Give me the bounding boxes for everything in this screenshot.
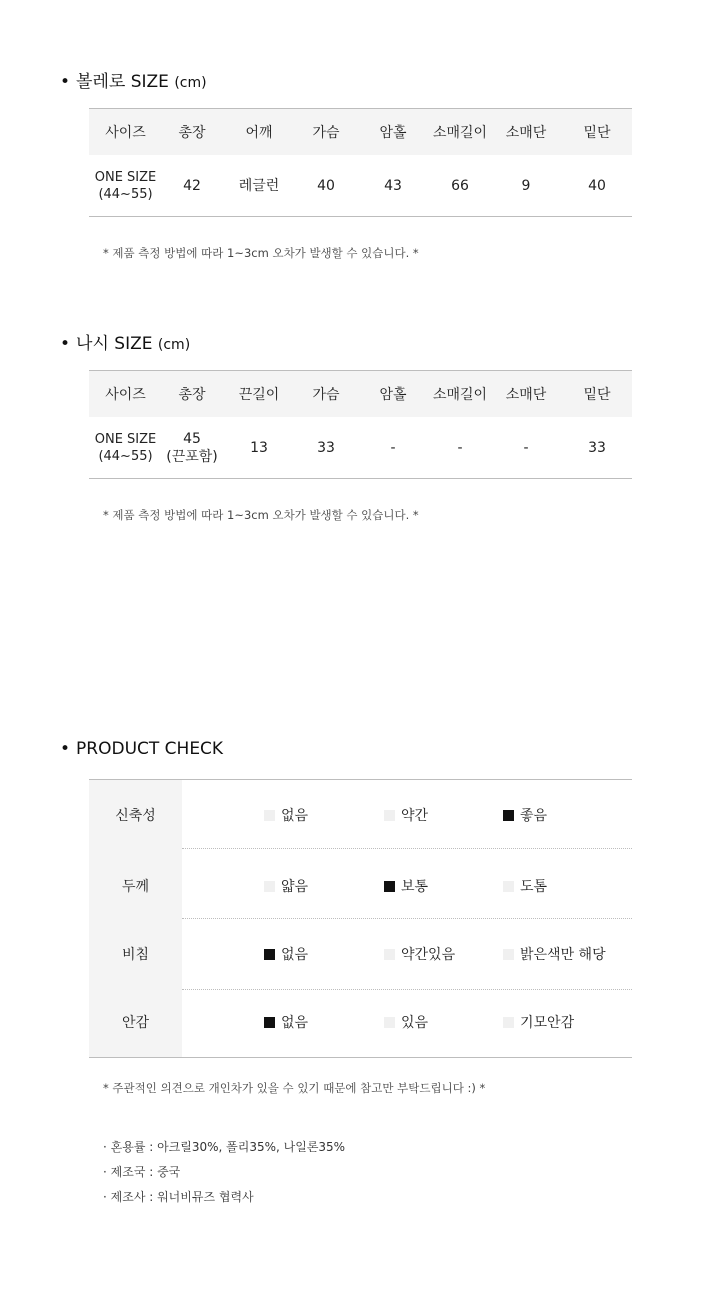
table-header-row <box>89 371 632 418</box>
size-cell <box>89 417 162 479</box>
length-value: 45 <box>183 430 201 447</box>
title-bullet: • <box>60 72 71 92</box>
header-cell: 밑단 <box>562 109 632 156</box>
header-cell: 총장 <box>162 109 222 156</box>
option-item <box>264 944 308 964</box>
checkbox-icon <box>503 949 514 960</box>
option-label: 보통 <box>401 879 429 895</box>
size-cell <box>89 155 162 217</box>
value-cell: 33 <box>296 417 356 479</box>
nasi-size-title <box>60 329 190 354</box>
option-item <box>384 805 428 825</box>
nasi-size-table <box>89 370 632 479</box>
checkbox-icon <box>264 881 275 892</box>
header-cell: 가슴 <box>296 109 356 156</box>
value-cell: 42 <box>162 155 222 217</box>
value-cell: - <box>356 417 430 479</box>
checked-box-icon <box>264 949 275 960</box>
header-cell: 소매단 <box>490 109 562 156</box>
bolero-title-text: 볼레로 SIZE <box>76 72 169 92</box>
checkbox-icon <box>384 810 395 821</box>
option-item <box>503 805 547 825</box>
length-cell <box>162 417 222 479</box>
row-label: 두께 <box>121 879 150 895</box>
title-bullet: • <box>60 739 71 759</box>
header-cell: 사이즈 <box>89 109 162 156</box>
header-cell: 끈길이 <box>222 371 296 418</box>
size-range: (44~55) <box>98 448 153 464</box>
checkbox-icon <box>264 810 275 821</box>
product-check-table <box>89 779 632 1058</box>
subjective-note: * 주관적인 의견으로 개인차가 있을 수 있기 때문에 참고만 부탁드립니다 :) * <box>103 1081 486 1095</box>
value-cell: 43 <box>356 155 430 217</box>
value-cell: 9 <box>490 155 562 217</box>
option-item <box>384 1012 428 1032</box>
option-item <box>503 876 547 896</box>
row-label: 안감 <box>121 1015 150 1031</box>
option-label: 약간 <box>401 808 429 824</box>
checked-box-icon <box>264 1017 275 1028</box>
size-name: ONE SIZE <box>94 169 157 185</box>
option-label: 도톰 <box>520 879 548 895</box>
option-label: 얇음 <box>281 879 309 895</box>
size-name: ONE SIZE <box>94 431 157 447</box>
row-label: 신축성 <box>115 808 156 824</box>
value-cell: 40 <box>296 155 356 217</box>
header-cell: 밑단 <box>562 371 632 418</box>
header-cell: 사이즈 <box>89 371 162 418</box>
header-cell: 소매길이 <box>430 371 490 418</box>
nasi-title-text: 나시 SIZE <box>76 334 153 354</box>
checkbox-icon <box>503 1017 514 1028</box>
option-label: 약간있음 <box>401 947 456 963</box>
row-divider <box>182 848 632 849</box>
size-range: (44~55) <box>98 186 153 202</box>
option-item <box>384 876 428 896</box>
bolero-size-table <box>89 108 632 217</box>
table-header-row <box>89 109 632 156</box>
table-row <box>89 155 632 217</box>
option-item <box>503 944 606 964</box>
value-cell: 13 <box>222 417 296 479</box>
checkbox-icon <box>384 949 395 960</box>
header-cell: 가슴 <box>296 371 356 418</box>
row-label: 비침 <box>121 947 150 963</box>
option-item <box>264 1012 308 1032</box>
measurement-note: * 제품 측정 방법에 따라 1~3cm 오차가 발생할 수 있습니다. * <box>103 508 419 522</box>
row-divider <box>182 989 632 990</box>
info-manufacturer: · 제조사 : 워너비뮤즈 협력사 <box>103 1190 254 1204</box>
info-country: · 제조국 : 중국 <box>103 1165 181 1179</box>
checked-box-icon <box>384 881 395 892</box>
header-cell: 암홀 <box>356 109 430 156</box>
header-cell: 암홀 <box>356 371 430 418</box>
value-cell: 33 <box>562 417 632 479</box>
header-cell: 어깨 <box>222 109 296 156</box>
measurement-note: * 제품 측정 방법에 따라 1~3cm 오차가 발생할 수 있습니다. * <box>103 246 419 260</box>
product-check-title <box>60 739 223 759</box>
length-note: (끈포함) <box>166 448 218 465</box>
title-bullet: • <box>60 334 71 354</box>
option-item <box>384 944 455 964</box>
option-label: 밝은색만 해당 <box>520 947 606 963</box>
header-cell: 총장 <box>162 371 222 418</box>
checkbox-icon <box>503 881 514 892</box>
checked-box-icon <box>503 810 514 821</box>
option-label: 없음 <box>281 808 309 824</box>
nasi-title-unit: (cm) <box>157 337 191 353</box>
product-check-title-text: PRODUCT CHECK <box>76 739 224 759</box>
value-cell: 66 <box>430 155 490 217</box>
header-cell: 소매단 <box>490 371 562 418</box>
bolero-title-unit: (cm) <box>174 75 207 91</box>
table-row <box>89 417 632 479</box>
value-cell: 레글런 <box>222 155 296 217</box>
bolero-size-title <box>60 67 207 92</box>
checkbox-icon <box>384 1017 395 1028</box>
option-label: 없음 <box>281 1015 309 1031</box>
option-item <box>264 805 308 825</box>
header-cell: 소매길이 <box>430 109 490 156</box>
info-fabric: · 혼용률 : 아크릴30%, 폴리35%, 나일론35% <box>103 1140 346 1154</box>
value-cell: 40 <box>562 155 632 217</box>
option-label: 좋음 <box>520 808 548 824</box>
option-item <box>264 876 308 896</box>
option-label: 없음 <box>281 947 309 963</box>
row-divider <box>182 918 632 919</box>
option-item <box>503 1012 574 1032</box>
option-label: 있음 <box>401 1015 429 1031</box>
option-label: 기모안감 <box>520 1015 575 1031</box>
value-cell: - <box>430 417 490 479</box>
value-cell: - <box>490 417 562 479</box>
